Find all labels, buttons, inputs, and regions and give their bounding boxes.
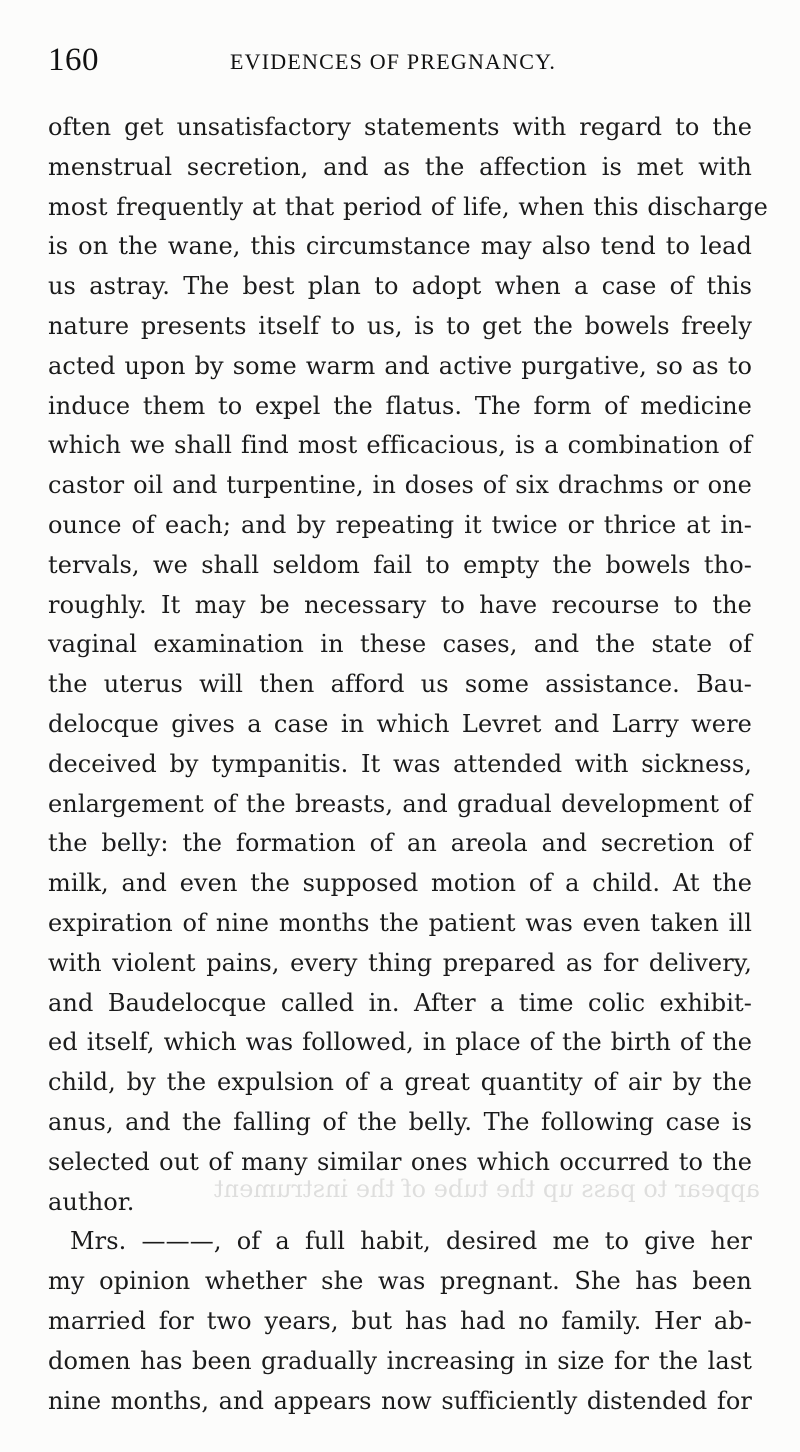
text-line: author. xyxy=(48,1187,135,1216)
text-line: milk, and even the supposed motion of a child. At the xyxy=(48,869,752,898)
text-line: with violent pains, every thing prepared as for delivery, xyxy=(48,948,752,977)
text-line: often get unsatisfactory statements with regard to the xyxy=(48,113,752,141)
text-line: and Baudelocque called in. After a time colic exhibit- xyxy=(48,988,752,1017)
page-number: 160 xyxy=(48,42,99,78)
text-line: castor oil and turpentine, in doses of six drachms or one xyxy=(48,471,752,500)
text-line: domen has been gradually increasing in size for the last xyxy=(48,1346,752,1375)
text-line: enlargement of the breasts, and gradual development of xyxy=(48,789,752,818)
text-line: nature presents itself to us, is to get the bowels freely xyxy=(48,311,752,340)
text-line: expiration of nine months the patient was even taken ill xyxy=(48,908,752,937)
text-line: tervals, we shall seldom fail to empty the bowels tho- xyxy=(48,550,752,579)
text-line: selected out of many similar ones which occurred to the xyxy=(48,1147,752,1176)
text-line: which we shall find most efficacious, is a combination of xyxy=(48,431,752,460)
text-line: most frequently at that period of life, when this discharge xyxy=(48,192,768,221)
text-line: ounce of each; and by repeating it twice or thrice at in- xyxy=(48,510,752,539)
page-header xyxy=(48,38,758,82)
text-line: my opinion whether she was pregnant. She has been xyxy=(48,1267,752,1296)
text-line: roughly. It may be necessary to have recourse to the xyxy=(48,590,752,619)
text-line: married for two years, but has had no family. Her ab- xyxy=(48,1306,752,1335)
text-line: child, by the expulsion of a great quantity of air by the xyxy=(48,1068,752,1097)
running-head: EVIDENCES OF PREGNANCY. xyxy=(230,49,557,74)
text-line: anus, and the falling of the belly. The following case is xyxy=(48,1107,752,1136)
text-line: deceived by tympanitis. It was attended with sickness, xyxy=(48,749,752,778)
text-line: is on the wane, this circumstance may also tend to lead xyxy=(48,232,752,261)
text-line: nine months, and appears now sufficiently distended for xyxy=(48,1386,752,1415)
text-line: ed itself, which was followed, in place of the birth of the xyxy=(48,1028,752,1057)
text-line: the uterus will then afford us some assistance. Bau- xyxy=(48,670,752,699)
text-line: vaginal examination in these cases, and the state of xyxy=(48,630,752,659)
body-text xyxy=(48,108,768,1421)
text-line: Mrs. ———, of a full habit, desired me to give her xyxy=(70,1227,752,1256)
text-line: induce them to expel the flatus. The form of medicine xyxy=(48,391,752,420)
text-line: the belly: the formation of an areola and secretion of xyxy=(48,829,752,858)
show-through-text: appear to pass up the tube of the instrument xyxy=(214,1175,760,1203)
text-line: acted upon by some warm and active purgative, so as to xyxy=(48,351,752,380)
text-line: delocque gives a case in which Levret and Larry were xyxy=(48,709,752,738)
text-line: us astray. The best plan to adopt when a case of this xyxy=(48,272,752,301)
text-line: menstrual secretion, and as the affection is met with xyxy=(48,152,752,181)
